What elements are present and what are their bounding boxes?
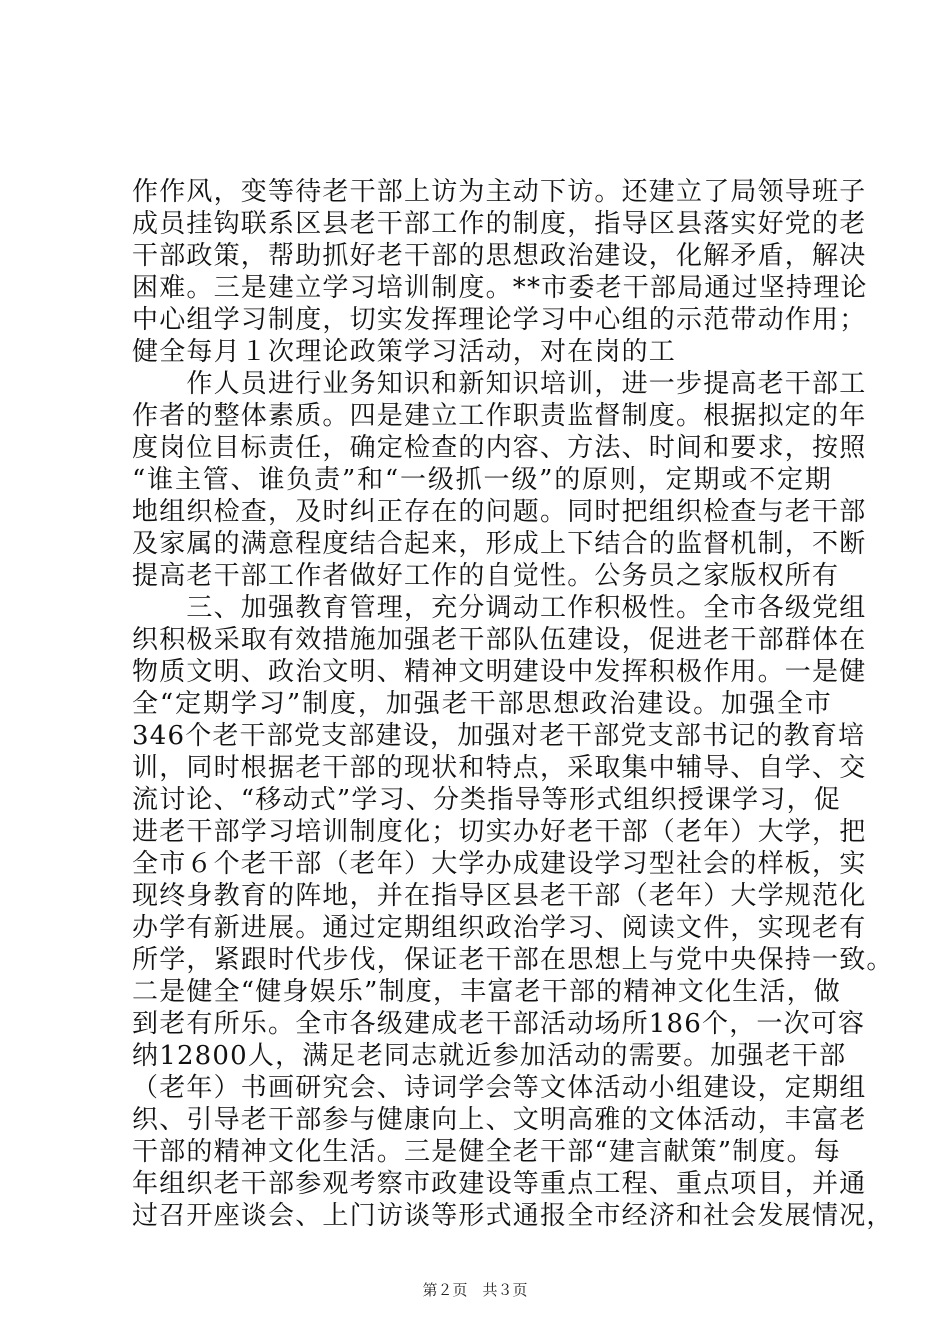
body-text (132, 176, 894, 1232)
text-line: 干部的精神文化生活。三是健全老干部“建言献策”制度。每 (132, 1137, 841, 1167)
text-line: 所学，紧跟时代步伐，保证老干部在思想上与党中央保持一致。 (132, 945, 894, 975)
text-line: 纳12800人，满足老同志就近参加活动的需要。加强老干部 (132, 1041, 847, 1071)
text-line: 三、加强教育管理，充分调动工作积极性。全市各级党组 (132, 593, 867, 623)
text-line: 织、引导老干部参与健康向上、文明高雅的文体活动，丰富老 (132, 1105, 867, 1135)
text-line: 训，同时根据老干部的现状和特点，采取集中辅导、自学、交 (132, 753, 867, 783)
page-footer (0, 1280, 950, 1300)
text-line: 提高老干部工作者做好工作的自觉性。公务员之家版权所有 (132, 561, 840, 591)
text-line: 织积极采取有效措施加强老干部队伍建设，促进老干部群体在 (132, 625, 867, 655)
text-line: “谁主管、谁负责”和“一级抓一级”的原则，定期或不定期 (132, 465, 832, 495)
text-line: 办学有新进展。通过定期组织政治学习、阅读文件，实现老有 (132, 913, 867, 943)
text-line: 流讨论、“移动式”学习、分类指导等形式组织授课学习，促 (132, 785, 841, 815)
text-line: 作作风，变等待老干部上访为主动下访。还建立了局领导班子 (132, 177, 867, 207)
text-line: 进老干部学习培训制度化；切实办好老干部（老年）大学，把 (132, 817, 867, 847)
text-line: 到老有所乐。全市各级建成老干部活动场所186个，一次可容 (132, 1009, 866, 1039)
text-line: 作人员进行业务知识和新知识培训，进一步提高老干部工 (132, 369, 867, 399)
text-line: 过召开座谈会、上门访谈等形式通报全市经济和社会发展情况， (132, 1201, 894, 1231)
text-line: 度岗位目标责任，确定检查的内容、方法、时间和要求，按照 (132, 433, 867, 463)
text-line: 全市６个老干部（老年）大学办成建设学习型社会的样板，实 (132, 849, 867, 879)
text-line: 地组织检查，及时纠正存在的问题。同时把组织检查与老干部 (132, 497, 867, 527)
page-number: 第２页 共３页 (422, 1281, 528, 1299)
text-line: 中心组学习制度，切实发挥理论学习中心组的示范带动作用； (132, 305, 867, 335)
text-line: 现终身教育的阵地，并在指导区县老干部（老年）大学规范化 (132, 881, 867, 911)
text-line: 物质文明、政治文明、精神文明建设中发挥积极作用。一是健 (132, 657, 867, 687)
text-line: 及家属的满意程度结合起来，形成上下结合的监督机制，不断 (132, 529, 867, 559)
text-line: 年组织老干部参观考察市政建设等重点工程、重点项目，并通 (132, 1169, 867, 1199)
text-line: 346个老干部党支部建设，加强对老干部党支部书记的教育培 (132, 721, 866, 751)
text-line: 全“定期学习”制度，加强老干部思想政治建设。加强全市 (132, 689, 832, 719)
text-line: （老年）书画研究会、诗词学会等文体活动小组建设，定期组 (132, 1073, 867, 1103)
text-line: 成员挂钩联系区县老干部工作的制度，指导区县落实好党的老 (132, 209, 867, 239)
text-line: 作者的整体素质。四是建立工作职责监督制度。根据拟定的年 (132, 401, 867, 431)
text-line: 困难。三是建立学习培训制度。**市委老干部局通过坚持理论 (132, 273, 868, 303)
text-line: 干部政策，帮助抓好老干部的思想政治建设，化解矛盾，解决 (132, 241, 867, 271)
text-line: 健全每月１次理论政策学习活动，对在岗的工 (132, 337, 677, 367)
text-line: 二是健全“健身娱乐”制度，丰富老干部的精神文化生活，做 (132, 977, 841, 1007)
